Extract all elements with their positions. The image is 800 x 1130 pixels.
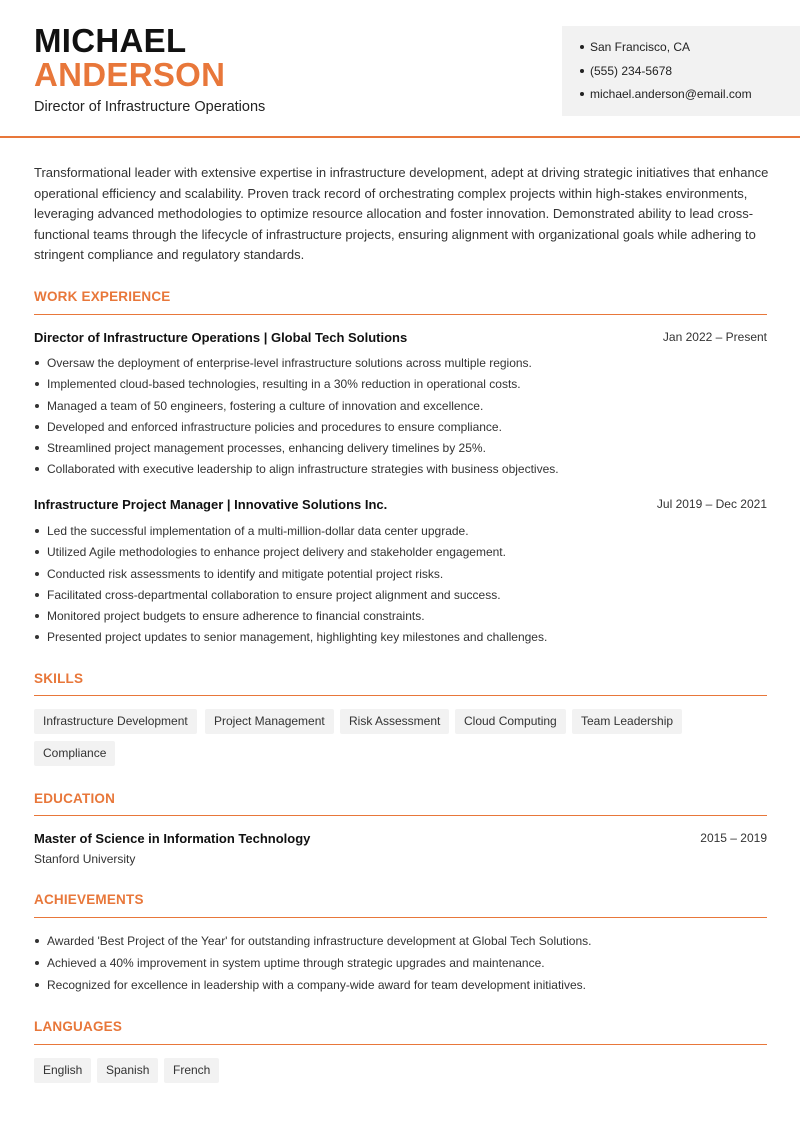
section-divider <box>34 314 767 315</box>
list-item: Conducted risk assessments to identify and mitigate potential project risks. <box>34 566 767 587</box>
section-divider <box>34 1044 767 1045</box>
contact-box <box>562 26 800 116</box>
section-title-achievements: ACHIEVEMENTS <box>34 892 144 907</box>
list-item: Led the successful implementation of a multi-million-dollar data center upgrade. <box>34 523 767 544</box>
skill-chip: Project Management <box>205 709 334 734</box>
list-item: Recognized for excellence in leadership with a company-wide award for team development initiatives. <box>34 977 767 999</box>
job-entry-title: Infrastructure Project Manager | Innovative Solutions Inc. <box>34 497 388 512</box>
section-title-education: EDUCATION <box>34 791 116 806</box>
candidate-name <box>34 24 225 92</box>
job-entry-header <box>34 330 767 348</box>
list-item: Oversaw the deployment of enterprise-level infrastructure solutions across multiple regions. <box>34 355 767 376</box>
skill-chip: Risk Assessment <box>340 709 449 734</box>
job-entry-dates: Jul 2019 – Dec 2021 <box>656 497 767 511</box>
first-name: MICHAEL <box>34 22 187 59</box>
job-entry-bullets <box>34 355 767 483</box>
skill-chip: Team Leadership <box>572 709 682 734</box>
contact-list <box>562 26 800 110</box>
professional-summary: Transformational leader with extensive expertise in infrastructure development, adept at driving strategic initiatives that enhance operational efficiency and scalability. Proven track record of orchestrating complex projects within high-stakes environments, leveraging advanced methodologies to optimize resource allocation and foster innovation. Demonstrated ability to lead cross-functional teams through the lifecycle of infrastructure projects, ensuring alignment with organizational goals while adhering to stringent compliance and regulatory standards. <box>34 165 769 262</box>
section-title-languages: LANGUAGES <box>34 1019 123 1034</box>
list-item: Achieved a 40% improvement in system uptime through strategic upgrades and maintenance. <box>34 955 767 977</box>
language-chip: French <box>164 1058 219 1083</box>
list-item: Utilized Agile methodologies to enhance project delivery and stakeholder engagement. <box>34 544 767 565</box>
achievements-list <box>34 933 767 999</box>
resume-header <box>0 0 800 137</box>
list-item: Developed and enforced infrastructure policies and procedures to ensure compliance. <box>34 419 767 440</box>
list-item: Monitored project budgets to ensure adherence to financial constraints. <box>34 608 767 629</box>
section-title-skills: SKILLS <box>34 671 84 686</box>
job-entry-title: Director of Infrastructure Operations | Global Tech Solutions <box>34 330 408 345</box>
header-divider <box>0 136 800 138</box>
list-item: Collaborated with executive leadership to align infrastructure strategies with business objectives. <box>34 461 767 482</box>
section-divider <box>34 917 767 918</box>
contact-email[interactable]: michael.anderson@email.com <box>580 86 800 110</box>
degree-title: Master of Science in Information Technology <box>34 831 311 846</box>
last-name: ANDERSON <box>34 56 226 93</box>
list-item: Facilitated cross-departmental collaboration to ensure project alignment and success. <box>34 587 767 608</box>
skill-chip: Compliance <box>34 741 115 766</box>
job-title: Director of Infrastructure Operations <box>34 99 266 115</box>
job-entry-bullets <box>34 523 767 651</box>
job-entry-dates: Jan 2022 – Present <box>662 330 767 344</box>
list-item: Managed a team of 50 engineers, fostering a culture of innovation and excellence. <box>34 398 767 419</box>
job-entry-header <box>34 497 767 515</box>
section-divider <box>34 695 767 696</box>
education-entry-header <box>34 831 767 849</box>
education-years: 2015 – 2019 <box>700 831 767 845</box>
section-divider <box>34 815 767 816</box>
contact-phone: (555) 234-5678 <box>580 63 800 87</box>
language-chip: Spanish <box>97 1058 158 1083</box>
list-item: Awarded 'Best Project of the Year' for outstanding infrastructure development at Global Tech Solutions. <box>34 933 767 955</box>
list-item: Implemented cloud-based technologies, resulting in a 30% reduction in operational costs. <box>34 376 767 397</box>
contact-location: San Francisco, CA <box>580 39 800 63</box>
school-name: Stanford University <box>34 852 136 866</box>
section-title-work: WORK EXPERIENCE <box>34 289 171 304</box>
skill-chip: Cloud Computing <box>455 709 566 734</box>
list-item: Presented project updates to senior management, highlighting key milestones and challenges. <box>34 629 767 650</box>
language-chip: English <box>34 1058 91 1083</box>
skill-chip: Infrastructure Development <box>34 709 197 734</box>
list-item: Streamlined project management processes, enhancing delivery timelines by 25%. <box>34 440 767 461</box>
